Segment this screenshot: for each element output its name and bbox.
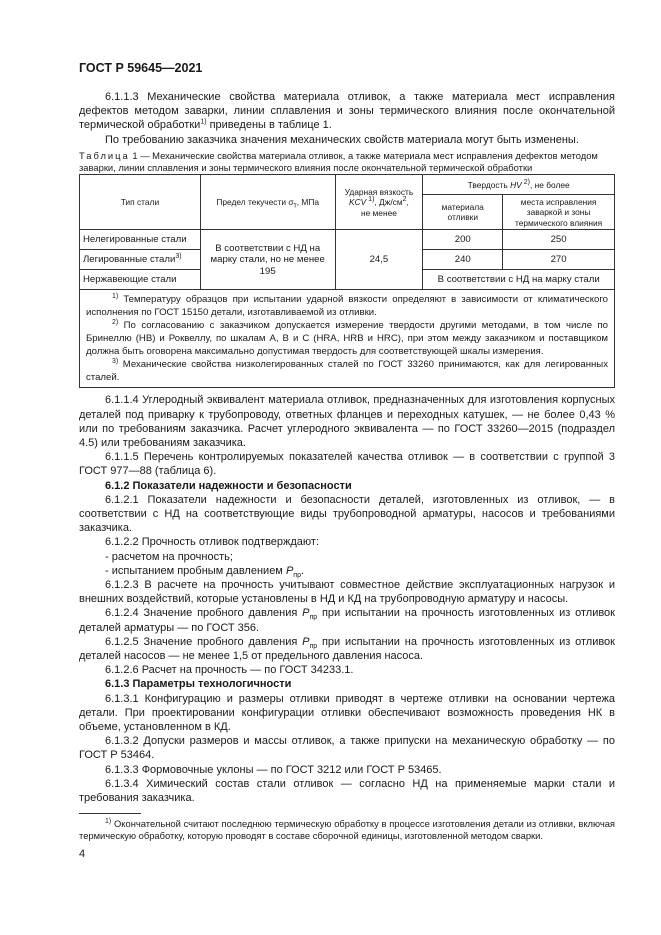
cell-steel-type: Нержавеющие стали [80, 270, 201, 290]
paragraph-6124: 6.1.2.4 Значение пробного давления $P_{пр}$ при испытании на прочность изготовленных из отливок деталей арматуры — по ГОСТ 356. [79, 607, 615, 634]
cell-steel-type: Нелегированные стали [80, 230, 201, 250]
paragraph-customer-request: По требованию заказчика значения механических свойств материала могут быть изменены. [105, 133, 579, 146]
cell-hv-casting: 240 [423, 250, 503, 270]
cell-hv-repair: 250 [503, 230, 615, 250]
cell-hv-repair: 270 [503, 250, 615, 270]
header-steel-type: Тип стали [80, 175, 201, 230]
mechanical-properties-table [79, 174, 615, 388]
paragraph-6133: 6.1.3.3 Формовочные уклоны — по ГОСТ 3212 или ГОСТ Р 53465. [105, 763, 442, 776]
page-content [79, 90, 615, 805]
table-notes [80, 290, 615, 388]
header-yield-strength: Предел текучести $\sigma_т$, МПа [200, 175, 335, 230]
document-header: ГОСТ Р 59645—2021 [79, 61, 203, 75]
table-note: $^{3)}$ Механические свойства низколегированных сталей по ГОСТ 33260 принимаются, как для легированных сталей. [86, 358, 608, 384]
cell-steel-type: Легированные стали$^{3)}$ [80, 250, 201, 270]
list-item: - испытанием пробным давлением $P_{пр}$. [105, 564, 305, 580]
section-heading-612: 6.1.2 Показатели надежности и безопасности [105, 479, 352, 492]
paragraph-6115: 6.1.1.5 Перечень контролируемых показателей качества отливок — в соответствии с группой 3 ГОСТ 977—88 (таблица 6). [79, 451, 615, 478]
paragraph-6126: 6.1.2.6 Расчет на прочность — по ГОСТ 34233.1. [105, 664, 354, 677]
header-casting-material: материала отливки [423, 195, 503, 230]
table-caption: Таблица 1 — Механические свойства материала отливок, а также материала мест исправления дефектов методом заварки, линии сплавления и зоны термического влияния после окончательной термической обработки [79, 149, 598, 173]
cell-hv-casting: 200 [423, 230, 503, 250]
header-hardness: Твердость HV $^{2)}$, не более [423, 175, 615, 195]
section-heading-613: 6.1.3 Параметры технологичности [105, 678, 292, 691]
paragraph-6134: 6.1.3.4 Химический состав стали отливок — согласно НД на применяемые марки стали и требования заказчика. [79, 777, 615, 805]
paragraph-6114: 6.1.1.4 Углеродный эквивалент материала отливок, предназначенных для изготовления корпусных деталей под приварку к трубопроводу, ответных фланцев и переходных катушек, — не более 0,43 % или по требованиям заказчика. Расчет углеродного эквивалента — по ГОСТ 33260—2015 (подраздел 4.5) или требованиям заказчика. [79, 394, 615, 450]
table-row [80, 230, 615, 250]
cell-yield-value: В соответствии с НД на марку стали, но не менее 195 [200, 230, 335, 290]
page-number: 4 [79, 848, 86, 860]
footnote-divider [79, 813, 141, 814]
paragraph-6132: 6.1.3.2 Допуски размеров и массы отливок, а также припуски на механическую обработку — по ГОСТ Р 53464. [79, 735, 615, 762]
table-notes-row [80, 290, 615, 388]
paragraph-6113: 6.1.1.3 Механические свойства материала отливок, а также материала мест исправления дефектов методом заварки, линии сплавления и зоны термического влияния после окончательной термической обработки$^{1)}$ приведены в таблице 1. [79, 91, 615, 132]
paragraph-6123: 6.1.2.3 В расчете на прочность учитывают совместное действие эксплуатационных нагрузок и внешних воздействий, которые установлены в НД и КД на трубопроводную арматуру и насосы. [79, 579, 615, 606]
paragraph-6121: 6.1.2.1 Показатели надежности и безопасности деталей, изготовленных из отливок, — в соответствии с НД на соответствующие виды трубопроводной арматуры, насосов и требованиями заказчика. [79, 493, 615, 535]
cell-impact-value: 24,5 [335, 230, 423, 290]
header-repair-places: места исправления заваркой и зоны термического влияния [503, 195, 615, 230]
paragraph-6131: 6.1.3.1 Конфигурацию и размеры отливки приводят в чертеже отливки на основании чертежа детали. При проектировании конфигурации отливки обеспечивают возможность проведения НК в объеме, установленном в КД. [79, 692, 615, 734]
table-note: $^{1)}$ Температуру образцов при испытании ударной вязкости определяют в зависимости от климатического исполнения по ГОСТ 15150 детали, изготавливаемой из отливки. [86, 293, 608, 319]
table-note: $^{2)}$ По согласованию с заказчиком допускается измерение твердости другими методами, в том числе по Бринеллю (HB) и Роквеллу, по шкалам А, В и С (HRA, HRB и HRC), при этом между заказчиком и поставщиком должна быть оговорена максимально допустимая твердость для соответствующей шкалы измерения. [86, 319, 608, 358]
header-impact-strength: Ударная вязкость KCV $^{1)}$, $Дж/см^2$, не менее [335, 175, 423, 230]
cell-stainless-hardness: В соответствии с НД на марку стали [423, 270, 615, 290]
footnote: $^{1)}$ Окончательной считают последнюю термическую обработку в процессе изготовления детали из отливки, включая термическую обработку, которую проводят в составе сборочной единицы, изготовленной методом сварки. [79, 817, 615, 842]
list-item: - расчетом на прочность; [105, 550, 233, 563]
paragraph-6125: 6.1.2.5 Значение пробного давления $P_{пр}$ при испытании на прочность изготовленных из отливок деталей насосов — не менее 1,5 от предельного давления насоса. [79, 635, 615, 663]
table-header-row [80, 175, 615, 195]
paragraph-6122: 6.1.2.2 Прочность отливок подтверждают: [105, 536, 320, 549]
